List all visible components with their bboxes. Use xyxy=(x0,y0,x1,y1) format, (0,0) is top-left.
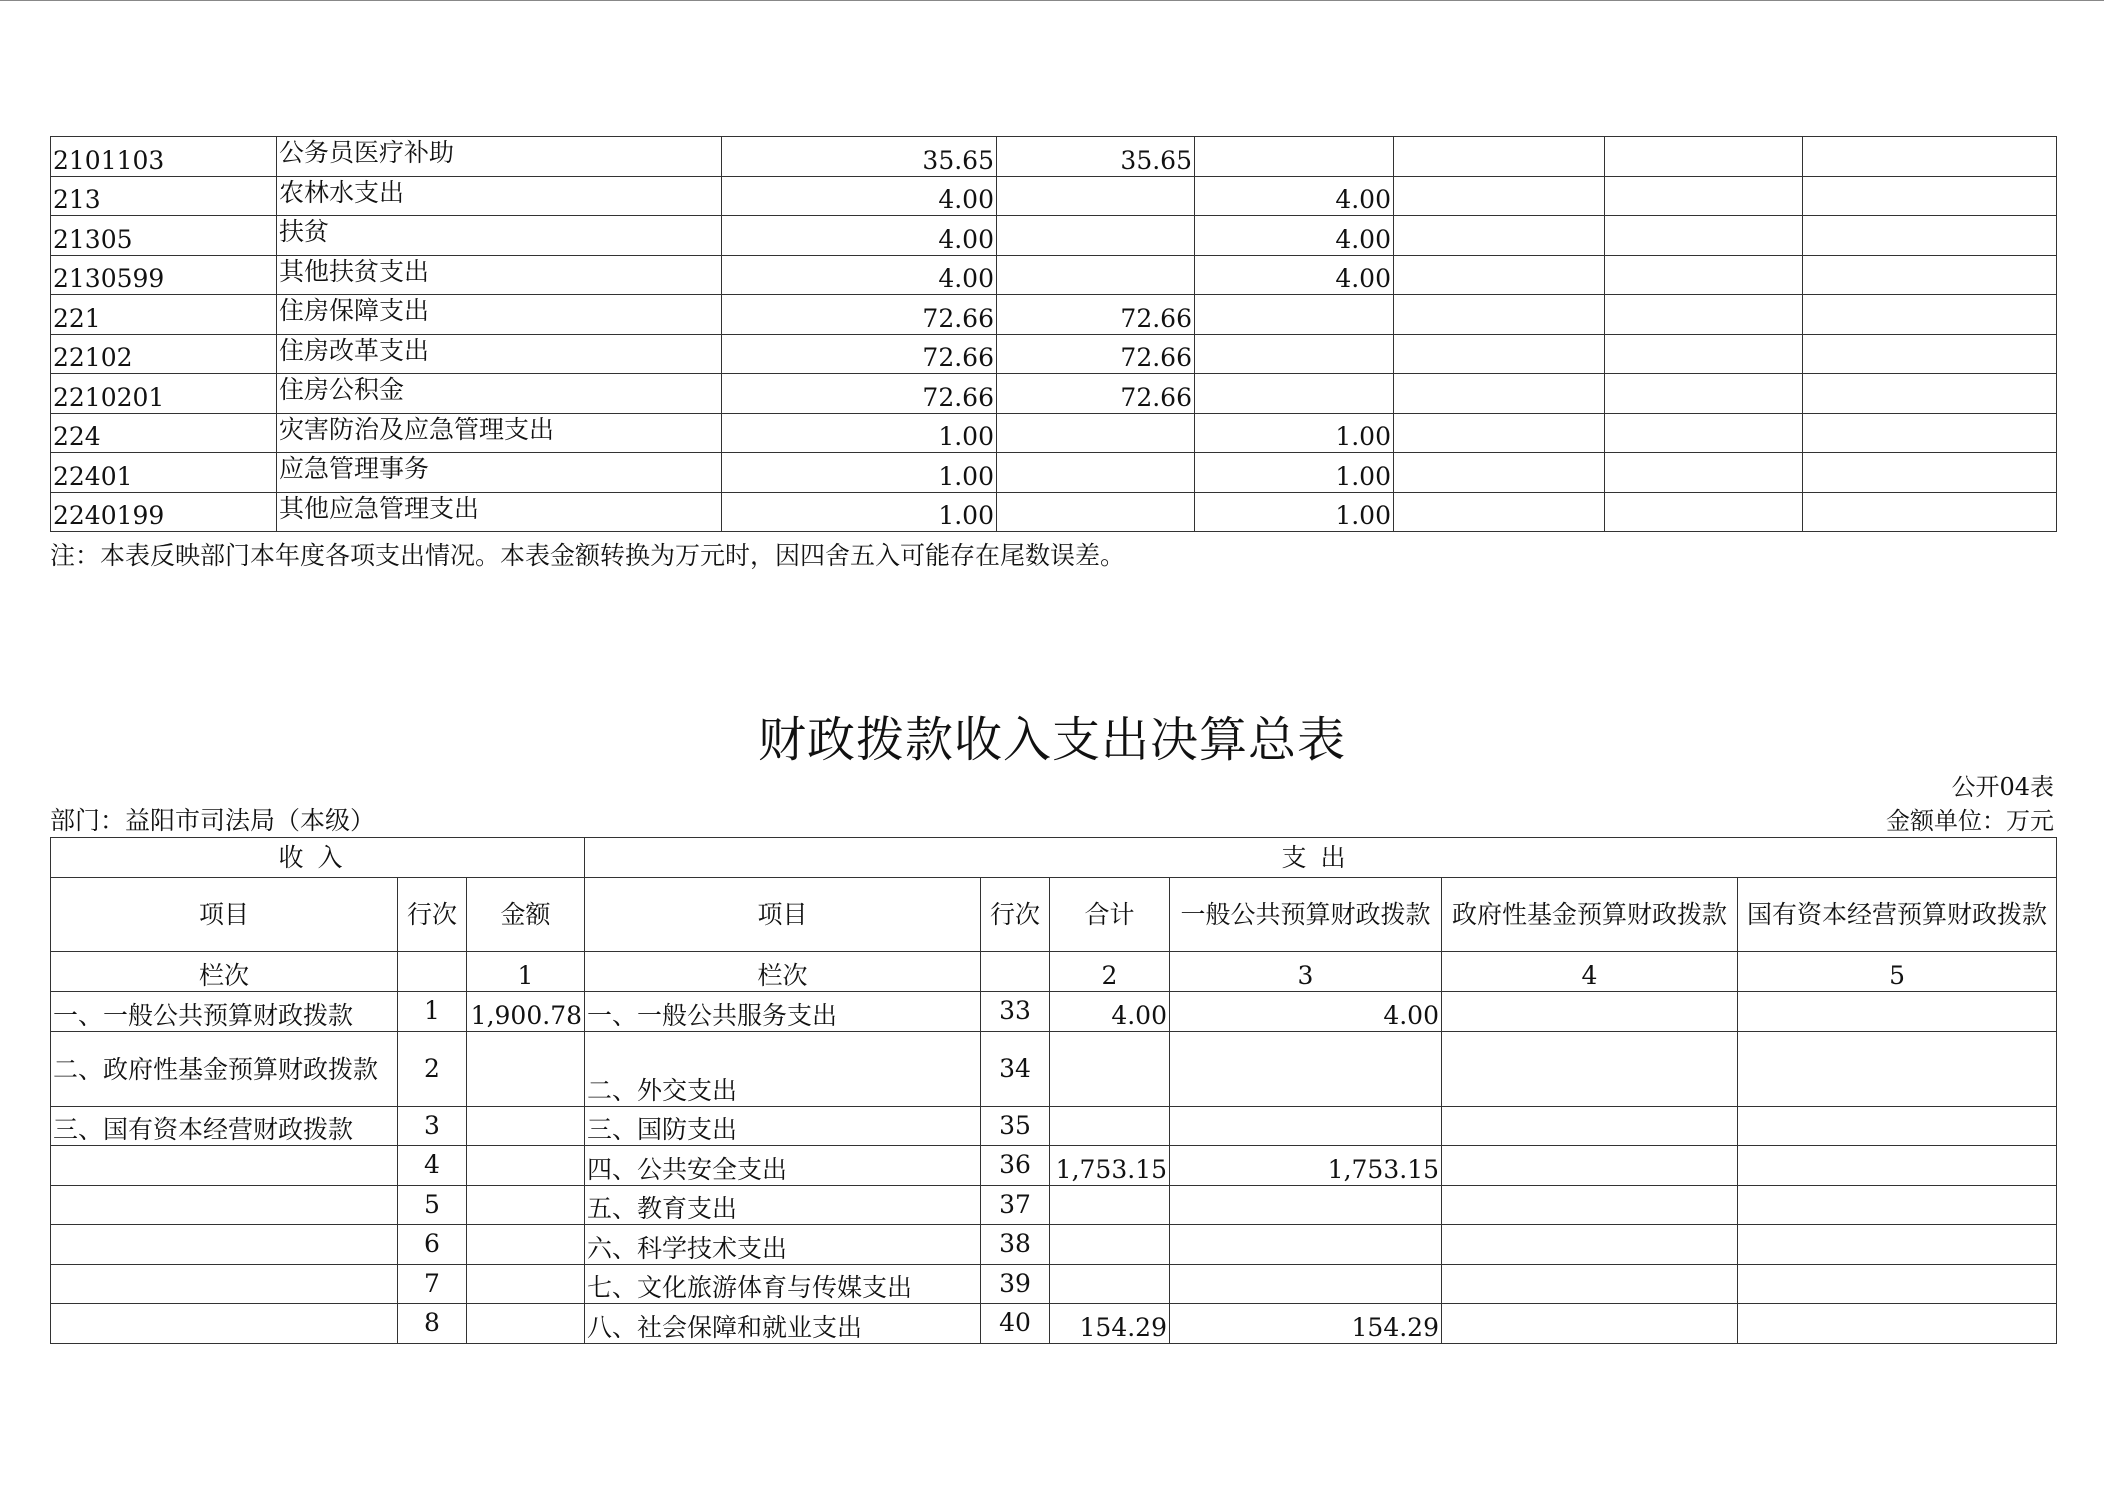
state-capital-cell xyxy=(1738,1304,2057,1344)
income-item-header: 项目 xyxy=(51,878,398,952)
empty-cell xyxy=(1803,295,2057,335)
income-header: 收入 xyxy=(51,838,585,878)
fund-budget-header: 政府性基金预算财政拨款 xyxy=(1442,878,1738,952)
subject-name-cell: 其他扶贫支出 xyxy=(277,255,722,295)
fund-budget-cell xyxy=(1442,1264,1738,1304)
empty-cell xyxy=(1605,413,1803,453)
total-cell xyxy=(1050,1106,1170,1146)
general-budget-cell xyxy=(1170,1185,1442,1225)
total-cell: 4.00 xyxy=(722,216,997,256)
state-capital-cell xyxy=(1738,1225,2057,1265)
expense-line-no-cell: 36 xyxy=(981,1146,1050,1186)
income-line-no-cell: 6 xyxy=(398,1225,467,1265)
income-line-no-cell: 7 xyxy=(398,1264,467,1304)
expense-line-no-cell: 38 xyxy=(981,1225,1050,1265)
subject-code-cell: 224 xyxy=(51,413,277,453)
col-number-4: 4 xyxy=(1442,952,1738,992)
total-cell: 1,753.15 xyxy=(1050,1146,1170,1186)
state-capital-cell xyxy=(1738,1146,2057,1186)
empty-cell xyxy=(1605,137,1803,177)
income-item-cell: 三、国有资本经营财政拨款 xyxy=(51,1106,398,1146)
project-cell xyxy=(1195,374,1394,414)
fund-budget-cell xyxy=(1442,1146,1738,1186)
empty-cell xyxy=(1394,216,1605,256)
expense-line-no-cell: 40 xyxy=(981,1304,1050,1344)
fund-budget-cell xyxy=(1442,1106,1738,1146)
project-cell: 4.00 xyxy=(1195,216,1394,256)
state-capital-cell xyxy=(1738,992,2057,1032)
table-row xyxy=(51,374,2057,414)
subject-code-cell: 22401 xyxy=(51,453,277,493)
income-line-no-cell: 1 xyxy=(398,992,467,1032)
subject-code-cell: 2210201 xyxy=(51,374,277,414)
basic-cell: 72.66 xyxy=(997,374,1195,414)
state-capital-cell xyxy=(1738,1031,2057,1106)
fiscal-summary-table xyxy=(50,837,2057,1344)
income-line-no-cell: 3 xyxy=(398,1106,467,1146)
empty-cell xyxy=(1605,492,1803,532)
general-budget-cell: 154.29 xyxy=(1170,1304,1442,1344)
subject-name-cell: 住房改革支出 xyxy=(277,334,722,374)
project-cell xyxy=(1195,295,1394,335)
empty-cell xyxy=(398,952,467,992)
table-row xyxy=(51,413,2057,453)
income-amount-cell xyxy=(467,1264,585,1304)
empty-cell xyxy=(1605,453,1803,493)
amount-unit-label: 金额单位：万元 xyxy=(1886,807,2054,835)
general-budget-cell xyxy=(1170,1106,1442,1146)
general-budget-cell xyxy=(1170,1031,1442,1106)
expense-col-label: 栏次 xyxy=(585,952,981,992)
empty-cell xyxy=(1605,255,1803,295)
general-budget-cell: 4.00 xyxy=(1170,992,1442,1032)
income-item-cell: 一、一般公共预算财政拨款 xyxy=(51,992,398,1032)
empty-cell xyxy=(1605,334,1803,374)
income-amount-cell xyxy=(467,1146,585,1186)
table-row xyxy=(51,334,2057,374)
subject-name-cell: 扶贫 xyxy=(277,216,722,256)
basic-cell: 35.65 xyxy=(997,137,1195,177)
income-amount-header: 金额 xyxy=(467,878,585,952)
income-amount-cell xyxy=(467,1031,585,1106)
general-budget-header: 一般公共预算财政拨款 xyxy=(1170,878,1442,952)
empty-cell xyxy=(1605,176,1803,216)
basic-cell xyxy=(997,413,1195,453)
fund-budget-cell xyxy=(1442,1304,1738,1344)
income-line-no-header: 行次 xyxy=(398,878,467,952)
total-cell: 1.00 xyxy=(722,453,997,493)
table-row xyxy=(51,137,2057,177)
general-budget-cell xyxy=(1170,1264,1442,1304)
col-number-2: 2 xyxy=(1050,952,1170,992)
expense-item-cell: 八、社会保障和就业支出 xyxy=(585,1304,981,1344)
empty-cell xyxy=(1394,334,1605,374)
table-row xyxy=(51,255,2057,295)
total-cell: 72.66 xyxy=(722,334,997,374)
empty-cell xyxy=(1394,255,1605,295)
empty-cell xyxy=(1394,413,1605,453)
expense-item-cell: 七、文化旅游体育与传媒支出 xyxy=(585,1264,981,1304)
state-capital-cell xyxy=(1738,1106,2057,1146)
total-cell: 4.00 xyxy=(722,176,997,216)
income-amount-cell: 1,900.78 xyxy=(467,992,585,1032)
income-line-no-cell: 5 xyxy=(398,1185,467,1225)
total-cell: 1.00 xyxy=(722,413,997,453)
total-cell: 72.66 xyxy=(722,295,997,335)
subject-name-cell: 应急管理事务 xyxy=(277,453,722,493)
table-row xyxy=(51,992,2057,1032)
total-cell: 35.65 xyxy=(722,137,997,177)
basic-cell xyxy=(997,492,1195,532)
empty-cell xyxy=(1803,137,2057,177)
empty-cell xyxy=(1394,137,1605,177)
income-amount-cell xyxy=(467,1225,585,1265)
basic-cell xyxy=(997,216,1195,256)
basic-cell xyxy=(997,176,1195,216)
table-row xyxy=(51,1304,2057,1344)
income-amount-cell xyxy=(467,1304,585,1344)
total-cell: 4.00 xyxy=(1050,992,1170,1032)
subject-code-cell: 22102 xyxy=(51,334,277,374)
general-budget-cell xyxy=(1170,1225,1442,1265)
empty-cell xyxy=(1803,216,2057,256)
basic-cell xyxy=(997,255,1195,295)
subject-code-cell: 2240199 xyxy=(51,492,277,532)
subject-name-cell: 住房保障支出 xyxy=(277,295,722,335)
table-note: 注：本表反映部门本年度各项支出情况。本表金额转换为万元时，因四舍五入可能存在尾数误差。 xyxy=(50,541,1126,570)
table-row xyxy=(51,295,2057,335)
expense-item-header: 项目 xyxy=(585,878,981,952)
empty-cell xyxy=(1803,413,2057,453)
expense-line-no-cell: 35 xyxy=(981,1106,1050,1146)
table-row xyxy=(51,1031,2057,1106)
income-line-no-cell: 4 xyxy=(398,1146,467,1186)
subject-name-cell: 公务员医疗补助 xyxy=(277,137,722,177)
subject-code-cell: 213 xyxy=(51,176,277,216)
fund-budget-cell xyxy=(1442,1031,1738,1106)
subject-name-cell: 灾害防治及应急管理支出 xyxy=(277,413,722,453)
income-item-cell xyxy=(51,1185,398,1225)
basic-cell xyxy=(997,453,1195,493)
expense-line-no-cell: 34 xyxy=(981,1031,1050,1106)
expenditure-detail-table xyxy=(50,136,2057,532)
expense-item-cell: 五、教育支出 xyxy=(585,1185,981,1225)
fund-budget-cell xyxy=(1442,1225,1738,1265)
project-cell: 4.00 xyxy=(1195,176,1394,216)
subject-name-cell: 其他应急管理支出 xyxy=(277,492,722,532)
table-row xyxy=(51,1225,2057,1265)
table-row xyxy=(51,1185,2057,1225)
empty-cell xyxy=(1394,295,1605,335)
project-cell: 1.00 xyxy=(1195,492,1394,532)
empty-cell xyxy=(1803,176,2057,216)
expense-item-cell: 四、公共安全支出 xyxy=(585,1146,981,1186)
expense-line-no-header: 行次 xyxy=(981,878,1050,952)
project-cell xyxy=(1195,137,1394,177)
income-line-no-cell: 2 xyxy=(398,1031,467,1106)
table-row xyxy=(51,216,2057,256)
project-cell: 1.00 xyxy=(1195,413,1394,453)
expense-item-cell: 二、外交支出 xyxy=(585,1031,981,1106)
table-row xyxy=(51,453,2057,493)
expense-item-cell: 六、科学技术支出 xyxy=(585,1225,981,1265)
empty-cell xyxy=(1605,374,1803,414)
income-item-cell: 二、政府性基金预算财政拨款 xyxy=(51,1031,398,1106)
income-line-no-cell: 8 xyxy=(398,1304,467,1344)
total-cell: 1.00 xyxy=(722,492,997,532)
general-budget-cell: 1,753.15 xyxy=(1170,1146,1442,1186)
empty-cell xyxy=(1394,176,1605,216)
income-col-label: 栏次 xyxy=(51,952,398,992)
empty-cell xyxy=(1803,255,2057,295)
basic-cell: 72.66 xyxy=(997,295,1195,335)
income-item-cell xyxy=(51,1146,398,1186)
subject-code-cell: 2130599 xyxy=(51,255,277,295)
expense-line-no-cell: 37 xyxy=(981,1185,1050,1225)
subject-name-cell: 住房公积金 xyxy=(277,374,722,414)
empty-cell xyxy=(1394,453,1605,493)
empty-cell xyxy=(1394,492,1605,532)
table-row xyxy=(51,176,2057,216)
total-cell: 4.00 xyxy=(722,255,997,295)
income-item-cell xyxy=(51,1304,398,1344)
department-label: 部门：益阳市司法局（本级） xyxy=(50,806,376,835)
table-row xyxy=(51,1264,2057,1304)
state-capital-cell xyxy=(1738,1185,2057,1225)
income-amount-cell xyxy=(467,1185,585,1225)
table-row xyxy=(51,1146,2057,1186)
project-cell xyxy=(1195,334,1394,374)
total-cell: 72.66 xyxy=(722,374,997,414)
income-item-cell xyxy=(51,1264,398,1304)
col-number-5: 5 xyxy=(1738,952,2057,992)
project-cell: 4.00 xyxy=(1195,255,1394,295)
total-header: 合计 xyxy=(1050,878,1170,952)
state-capital-header: 国有资本经营预算财政拨款 xyxy=(1738,878,2057,952)
expense-item-cell: 三、国防支出 xyxy=(585,1106,981,1146)
total-cell: 154.29 xyxy=(1050,1304,1170,1344)
total-cell xyxy=(1050,1264,1170,1304)
basic-cell: 72.66 xyxy=(997,334,1195,374)
table-number: 公开04表 xyxy=(1951,773,2054,801)
page-title: 财政拨款收入支出决算总表 xyxy=(757,712,1346,768)
subject-code-cell: 221 xyxy=(51,295,277,335)
subject-code-cell: 21305 xyxy=(51,216,277,256)
empty-cell xyxy=(1605,295,1803,335)
empty-cell xyxy=(1803,374,2057,414)
empty-cell xyxy=(1394,374,1605,414)
expense-line-no-cell: 33 xyxy=(981,992,1050,1032)
expense-line-no-cell: 39 xyxy=(981,1264,1050,1304)
income-amount-cell xyxy=(467,1106,585,1146)
total-cell xyxy=(1050,1225,1170,1265)
state-capital-cell xyxy=(1738,1264,2057,1304)
project-cell: 1.00 xyxy=(1195,453,1394,493)
table-row xyxy=(51,492,2057,532)
expense-header: 支出 xyxy=(585,838,2057,878)
empty-cell xyxy=(1803,334,2057,374)
total-cell xyxy=(1050,1031,1170,1106)
income-item-cell xyxy=(51,1225,398,1265)
empty-cell xyxy=(1803,492,2057,532)
total-cell xyxy=(1050,1185,1170,1225)
col-number-1: 1 xyxy=(467,952,585,992)
empty-cell xyxy=(1605,216,1803,256)
fund-budget-cell xyxy=(1442,1185,1738,1225)
table-row xyxy=(51,1106,2057,1146)
fund-budget-cell xyxy=(1442,992,1738,1032)
col-number-3: 3 xyxy=(1170,952,1442,992)
expense-item-cell: 一、一般公共服务支出 xyxy=(585,992,981,1032)
subject-name-cell: 农林水支出 xyxy=(277,176,722,216)
empty-cell xyxy=(981,952,1050,992)
subject-code-cell: 2101103 xyxy=(51,137,277,177)
empty-cell xyxy=(1803,453,2057,493)
